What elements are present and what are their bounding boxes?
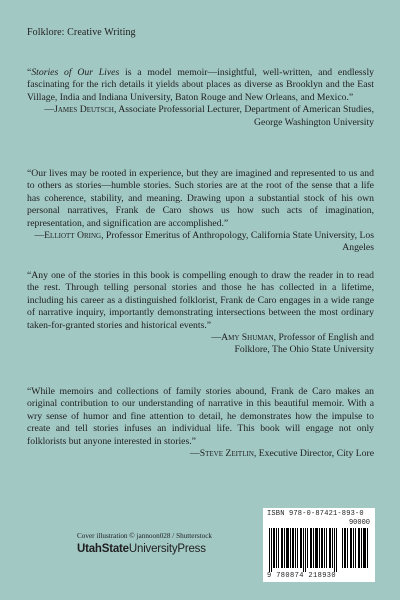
blurb-text: “While memoirs and collections of family stories abound, Frank de Caro makes an original contribution to our understanding of narrative in this beautiful memoir. With a wry sense of humor and fine attention to detail, he demonstrates how the impulse to create and tell stories infuses an individual life. This book will engage not only folklorists but anyone interested in stories.” — [27, 386, 374, 447]
blurb-zeitlin — [27, 386, 374, 460]
blurb-oring — [27, 168, 374, 255]
price-code: 90000 — [348, 519, 370, 527]
blurb-text: “Stories of Our Lives is a model memoir—insightful, well-written, and endlessly fascinating for the rich details it yields about places as diverse as Brooklyn and the East Village, India and Indiana University, Baton Rouge and New Orleans, and Mexico.” — [27, 67, 374, 103]
blurb-attribution: —Steve Zeitlin, Executive Director, City Lore — [190, 448, 374, 460]
blurb-text: “Our lives may be rooted in experience, but they are imagined and represented to us and to others as stories—humble stories. Such stories are at the root of the sense that a life has coherence, stability, and meaning. Drawing upon a substantial stock of his own personal narratives, Frank de Caro shows us how such acts of imagination, representation, and signification are accomplished.” — [27, 168, 374, 229]
isbn-number: ISBN 978-0-87421-893-0 — [267, 510, 364, 518]
book-title: Stories of Our Lives — [31, 67, 120, 78]
blurb-shuman — [27, 270, 374, 357]
ean13-bars — [269, 528, 339, 572]
category-label: Folklore: Creative Writing — [27, 27, 136, 38]
publisher-logo: UtahStateUniversityPress — [77, 543, 206, 555]
isbn-barcode — [263, 508, 375, 582]
cover-credit: Cover illustration © jannoon028 / Shutterstock — [77, 532, 213, 540]
barcode-digits: 9 780874 218930 — [267, 572, 337, 580]
blurb-attribution: —James Deutsch, Associate Professorial Lecturer, Department of American Studies, George Washington University — [44, 104, 374, 128]
blurb-attribution: —Amy Shuman, Professor of English and Folklore, The Ohio State University — [211, 332, 374, 356]
price-addon-bars — [342, 528, 370, 568]
blurb-text: “Any one of the stories in this book is compelling enough to draw the reader in to read the rest. Through telling personal stories and those he has collected in a lifetime, including his career as a distinguished folklorist, Frank de Caro engages in a wide range of narrative inquiry, importantly demonstrating intersections between the most ordinary taken-for-granted stories and historical events.” — [27, 270, 374, 331]
blurb-deutsch — [27, 67, 374, 129]
blurb-attribution: —Elliott Oring, Professor Emeritus of Anthropology, California State University, Los Angeles — [34, 230, 374, 254]
